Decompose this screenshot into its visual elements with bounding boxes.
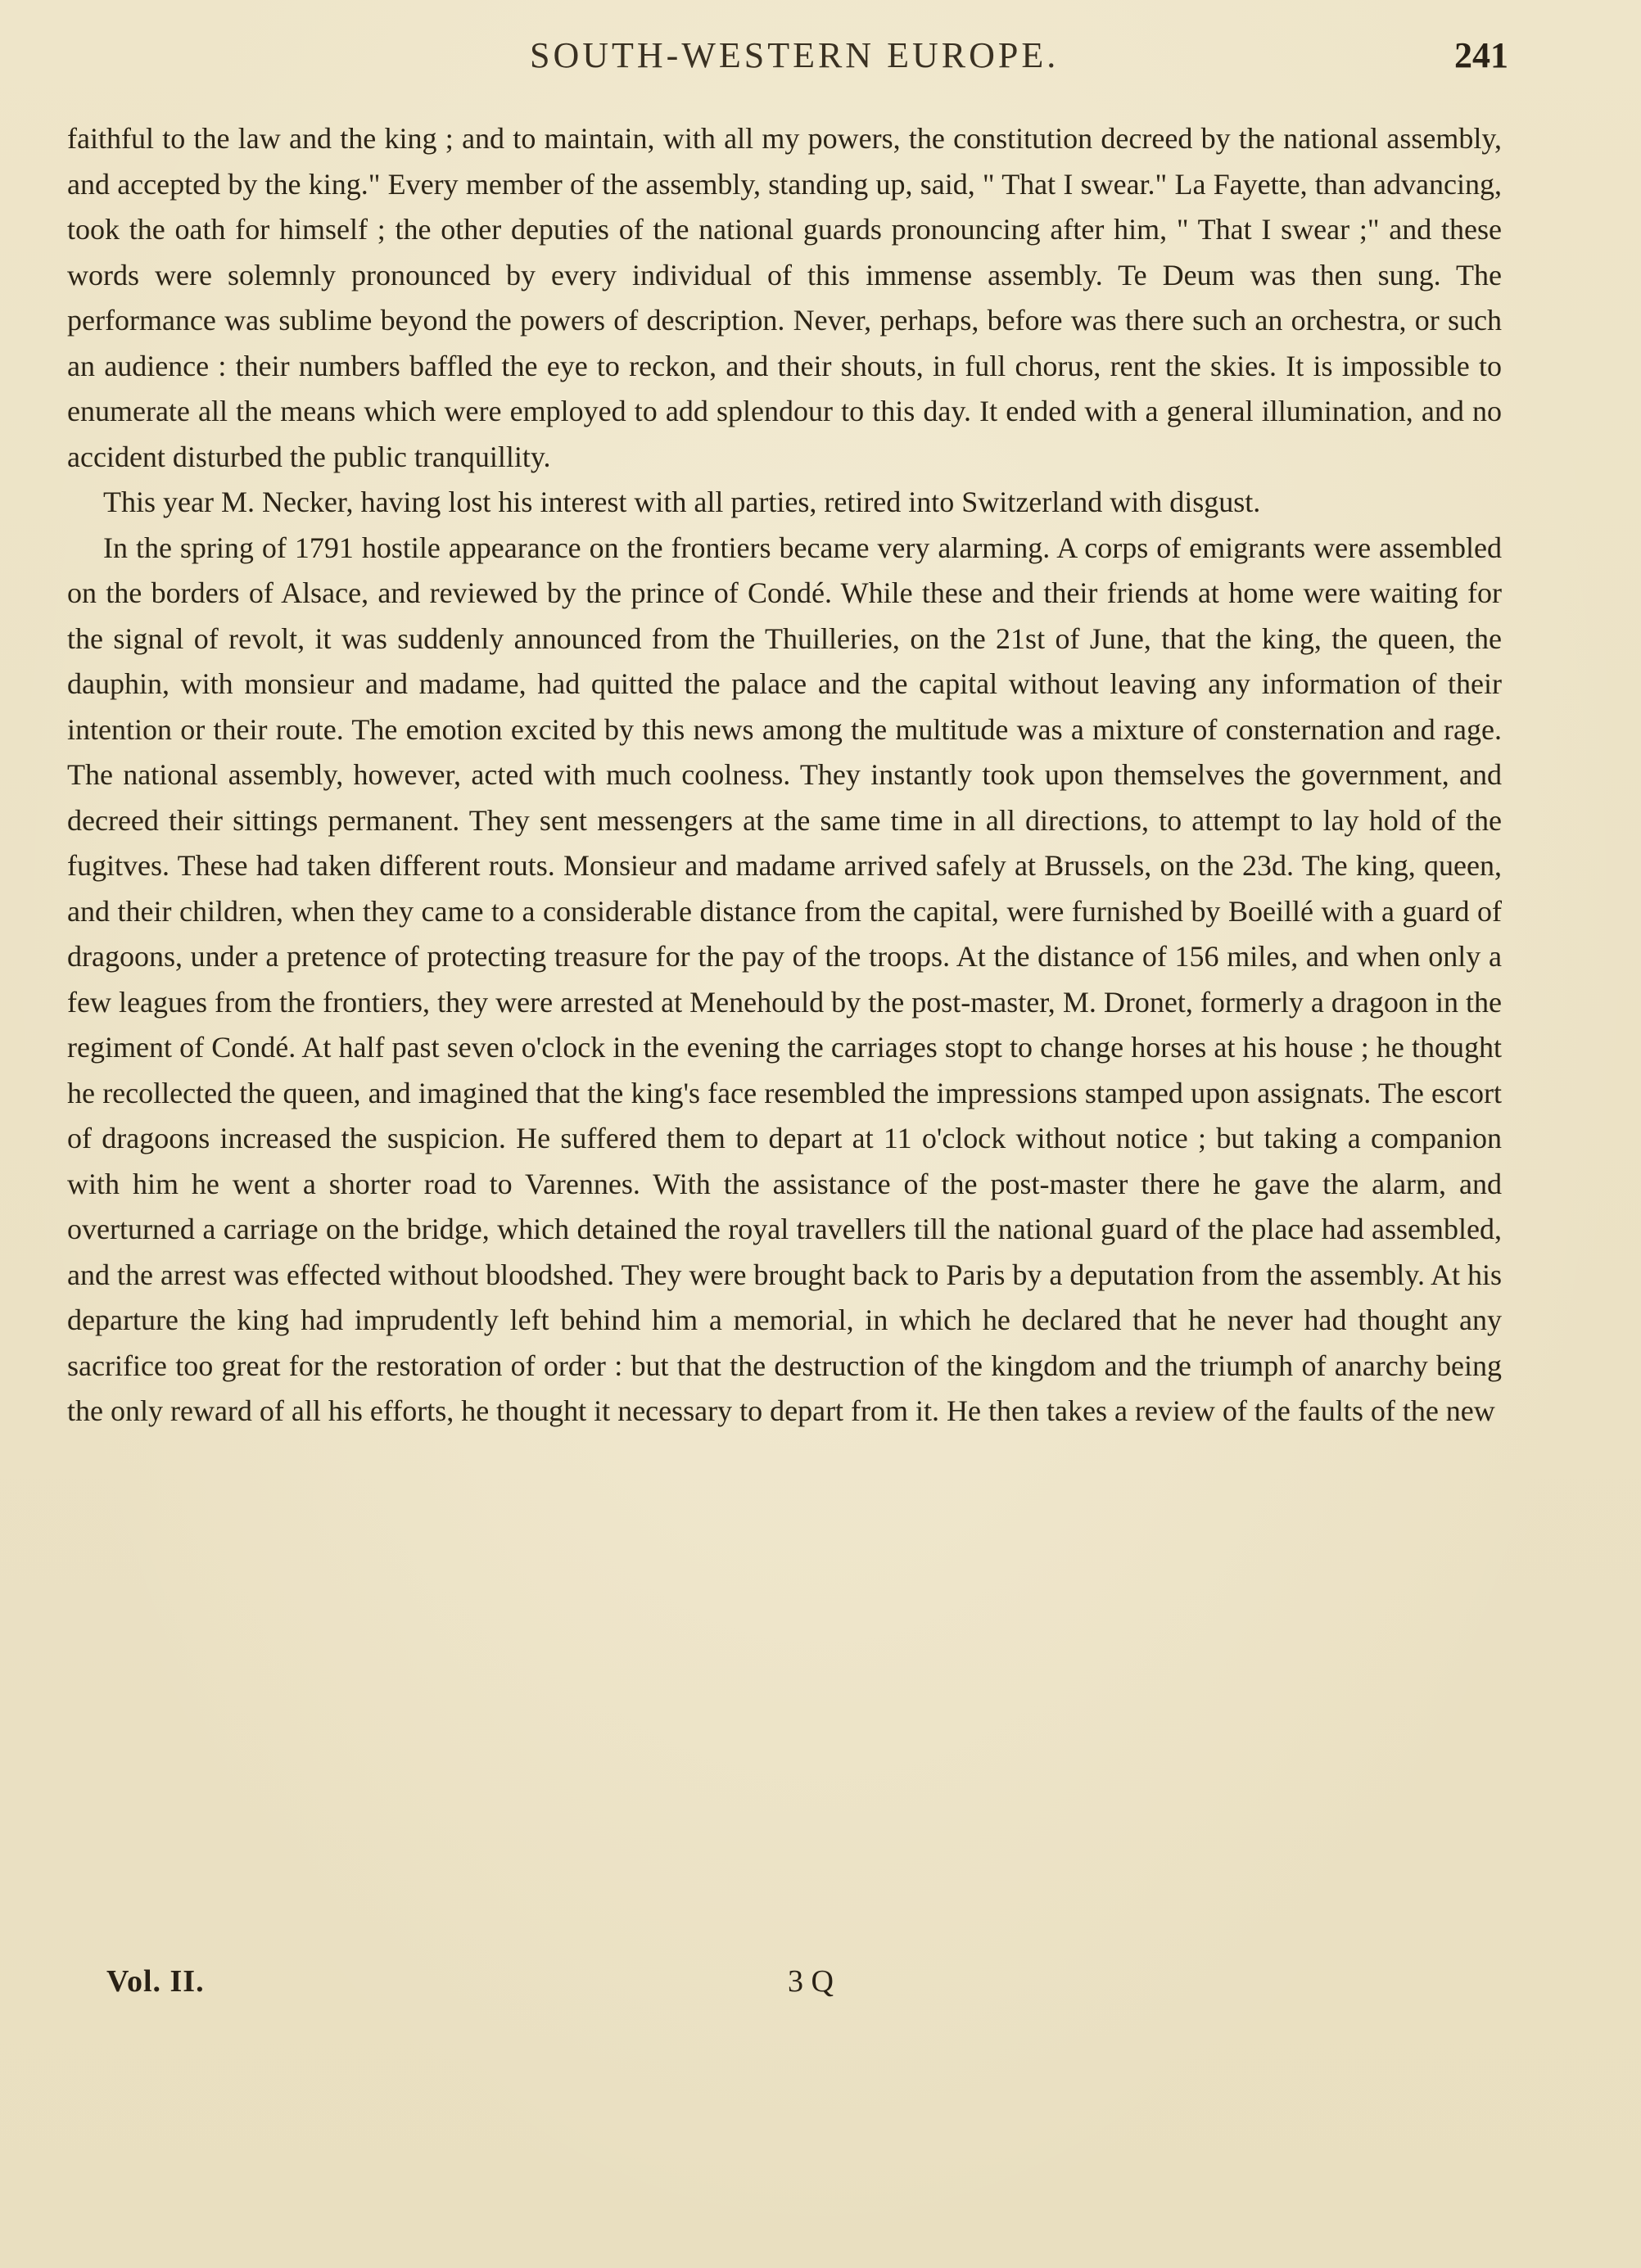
page-footer (0, 1963, 1641, 2013)
paragraph-necker: This year M. Necker, having lost his interest with all parties, retired into Switzerland with disgust. (103, 486, 1261, 518)
body-text (67, 116, 1502, 1434)
running-head (67, 34, 1508, 84)
paragraph-flight-to-varennes: In the spring of 1791 hostile appearance on the frontiers became very alarming. A corps of emigrants were assembled on the borders of Alsace, and reviewed by the prince of Condé. While these and their friends at home were waiting for the signal of revolt, it was suddenly announced from the Thuilleries, on the 21st of June, that the king, the queen, the dauphin, with monsieur and madame, had quitted the palace and the capital without leaving any information of their intention or their route. The emotion excited by this news among the multitude was a mixture of consternation and rage. The national assembly, however, acted with much coolness. They instantly took upon themselves the government, and decreed their sittings permanent. They sent messengers at the same time in all directions, to attempt to lay hold of the fugitves. These had taken different routs. Monsieur and madame arrived safely at Brussels, on the 23d. The king, queen, and their children, when they came to a considerable distance from the capital, were furnished by Boeillé with a guard of dragoons, under a pretence of protecting treasure for the pay of the troops. At the distance of 156 miles, and when only a few leagues from the frontiers, they were arrested at Menehould by the post-master, M. Dronet, formerly a dragoon in the regiment of Condé. At half past seven o'clock in the evening the carriages stopt to change horses at his house ; he thought he recollected the queen, and imagined that the king's face resembled the impressions stamped upon assignats. The escort of dragoons increased the suspicion. He suffered them to depart at 11 o'clock without notice ; but taking a companion with him he went a shorter road to Varennes. With the assistance of the post-master there he gave the alarm, and overturned a carriage on the bridge, which detained the royal travellers till the national guard of the place had assembled, and the arrest was effected without bloodshed. They were brought back to Paris by a deputation from the assembly. At his departure the king had imprudently left behind him a memorial, in which he declared that he never had thought any sacrifice too great for the restoration of order : but that the destruction of the kingdom and the triumph of anarchy being the only reward of all his efforts, he thought it necessary to depart from it. He then takes a review of the faults of the new (67, 531, 1502, 1427)
running-title: SOUTH-WESTERN EUROPE. (530, 35, 1060, 75)
page-number: 241 (1454, 35, 1508, 75)
signature-mark: 3 Q (788, 1964, 834, 1999)
paragraph-continued: faithful to the law and the king ; and to maintain, with all my powers, the constitution decreed by the national assembly, and accepted by the king." Every member of the assembly, standing up, said, " That I swear." La Fayette, than advancing, took the oath for himself ; the other deputies of the national guards pronouncing after him, " That I swear ;" and these words were solemnly pronounced by every individual of this immense assembly. Te Deum was then sung. The performance was sublime beyond the powers of description. Never, perhaps, before was there such an orchestra, or such an audience : their numbers baffled the eye to reckon, and their shouts, in full chorus, rent the skies. It is impossible to enumerate all the means which were employed to add splendour to this day. It ended with a general illumination, and no accident disturbed the public tranquillity. (67, 122, 1502, 473)
volume-label: Vol. II. (106, 1964, 205, 1999)
